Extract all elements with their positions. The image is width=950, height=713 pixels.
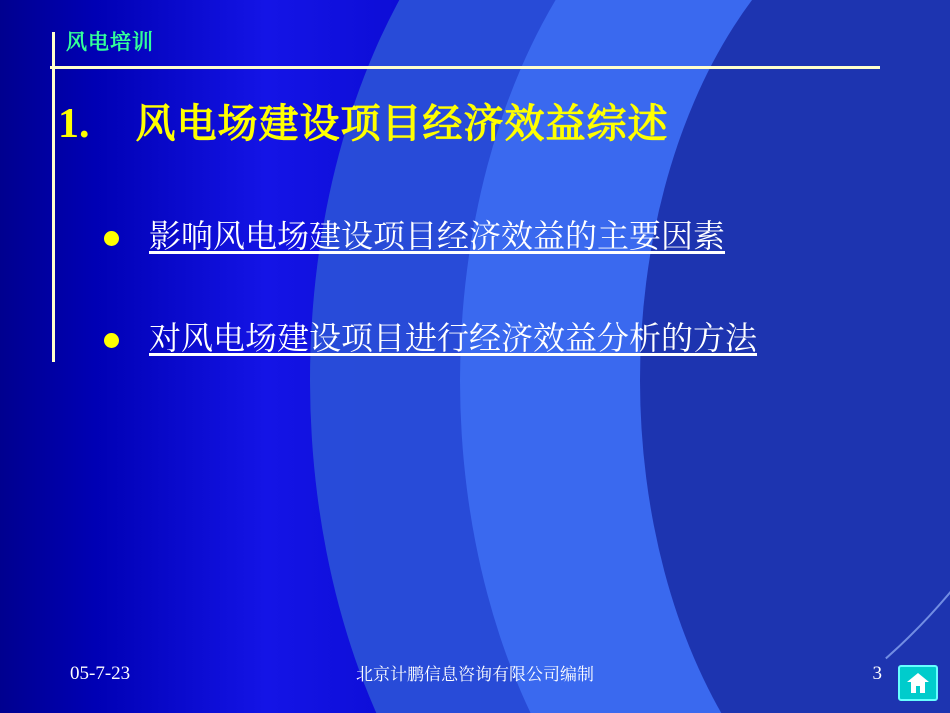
home-icon <box>907 673 929 693</box>
bullet-list <box>104 212 894 415</box>
left-accent-bar <box>52 32 55 362</box>
bullet-dot-icon <box>104 231 119 246</box>
list-item <box>104 314 894 364</box>
footer-date: 05-7-23 <box>70 663 131 684</box>
list-item-label: 影响风电场建设项目经济效益的主要因素 <box>149 217 726 255</box>
slide-title <box>58 92 669 149</box>
list-item <box>104 212 894 262</box>
header-divider <box>50 66 880 69</box>
bullet-dot-icon <box>104 333 119 348</box>
slide-title-number: 1. <box>58 101 90 147</box>
slide-title-text: 风电场建设项目经济效益综述 <box>135 101 669 147</box>
footer-page-number: 3 <box>872 663 882 684</box>
footer-company: 北京计鹏信息咨询有限公司编制 <box>356 665 594 685</box>
slide-header-title: 风电培训 <box>66 31 154 54</box>
home-button[interactable] <box>898 665 938 701</box>
list-item-label: 对风电场建设项目进行经济效益分析的方法 <box>149 318 758 357</box>
